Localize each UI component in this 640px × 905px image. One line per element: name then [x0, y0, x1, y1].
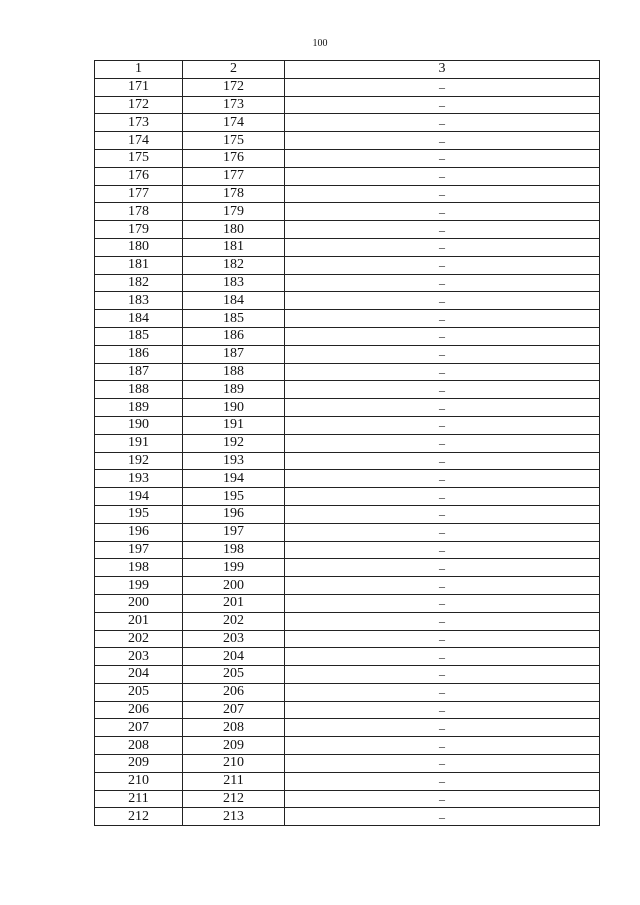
table-cell-col-2: 199: [183, 559, 285, 577]
table-row: [95, 96, 600, 114]
table-cell-col-3: –: [285, 790, 600, 808]
table-row: [95, 577, 600, 595]
table-cell-col-1: 201: [95, 612, 183, 630]
table-cell-col-3: –: [285, 434, 600, 452]
table-row: [95, 274, 600, 292]
table-cell-col-1: 174: [95, 132, 183, 150]
table-cell-col-2: 193: [183, 452, 285, 470]
table-cell-col-3: –: [285, 683, 600, 701]
table-cell-col-3: –: [285, 416, 600, 434]
table-cell-col-1: 181: [95, 256, 183, 274]
table-cell-col-3: –: [285, 185, 600, 203]
table-cell-col-3: –: [285, 541, 600, 559]
table-row: [95, 221, 600, 239]
table-row: [95, 78, 600, 96]
table-cell-col-3: –: [285, 238, 600, 256]
table-cell-col-3: –: [285, 701, 600, 719]
table-cell-col-2: 178: [183, 185, 285, 203]
table-row: [95, 505, 600, 523]
table-cell-col-3: –: [285, 630, 600, 648]
table-row: [95, 488, 600, 506]
table-row: [95, 737, 600, 755]
table-row: [95, 755, 600, 773]
table-row: [95, 292, 600, 310]
table-header-row: [95, 61, 600, 79]
table-cell-col-3: –: [285, 488, 600, 506]
table-cell-col-3: –: [285, 612, 600, 630]
table-cell-col-1: 185: [95, 327, 183, 345]
table-cell-col-1: 188: [95, 381, 183, 399]
table-cell-col-3: –: [285, 310, 600, 328]
table-row: [95, 399, 600, 417]
table-cell-col-1: 189: [95, 399, 183, 417]
table-cell-col-2: 188: [183, 363, 285, 381]
table-cell-col-2: 176: [183, 149, 285, 167]
table-cell-col-1: 178: [95, 203, 183, 221]
table-cell-col-1: 180: [95, 238, 183, 256]
table-cell-col-2: 207: [183, 701, 285, 719]
table-cell-col-2: 190: [183, 399, 285, 417]
table-cell-col-3: –: [285, 149, 600, 167]
table-cell-col-1: 171: [95, 78, 183, 96]
table-cell-col-3: –: [285, 666, 600, 684]
table-row: [95, 132, 600, 150]
table-cell-col-1: 212: [95, 808, 183, 826]
page-number: 100: [312, 38, 328, 49]
table-cell-col-2: 206: [183, 683, 285, 701]
table-cell-col-1: 209: [95, 755, 183, 773]
table-cell-col-3: –: [285, 381, 600, 399]
table-cell-col-1: 196: [95, 523, 183, 541]
table-cell-col-1: 186: [95, 345, 183, 363]
table-cell-col-1: 199: [95, 577, 183, 595]
column-header-2: 2: [183, 61, 285, 79]
table-cell-col-3: –: [285, 327, 600, 345]
table-cell-col-2: 175: [183, 132, 285, 150]
table-row: [95, 630, 600, 648]
table-cell-col-3: –: [285, 363, 600, 381]
table-cell-col-1: 206: [95, 701, 183, 719]
table-cell-col-2: 208: [183, 719, 285, 737]
table-cell-col-3: –: [285, 523, 600, 541]
table-cell-col-1: 184: [95, 310, 183, 328]
table-cell-col-2: 191: [183, 416, 285, 434]
table-cell-col-1: 193: [95, 470, 183, 488]
table-cell-col-2: 202: [183, 612, 285, 630]
data-table: [94, 60, 600, 826]
table-cell-col-2: 192: [183, 434, 285, 452]
table-row: [95, 416, 600, 434]
table-row: [95, 114, 600, 132]
table-row: [95, 719, 600, 737]
table-cell-col-2: 197: [183, 523, 285, 541]
table-cell-col-1: 205: [95, 683, 183, 701]
table-cell-col-3: –: [285, 594, 600, 612]
table-cell-col-2: 211: [183, 772, 285, 790]
table-cell-col-2: 172: [183, 78, 285, 96]
table-cell-col-1: 175: [95, 149, 183, 167]
table-cell-col-3: –: [285, 221, 600, 239]
table-row: [95, 327, 600, 345]
table-row: [95, 559, 600, 577]
table-row: [95, 808, 600, 826]
table-cell-col-1: 197: [95, 541, 183, 559]
table-cell-col-3: –: [285, 470, 600, 488]
table-row: [95, 772, 600, 790]
table-row: [95, 381, 600, 399]
table-cell-col-2: 200: [183, 577, 285, 595]
table-cell-col-1: 198: [95, 559, 183, 577]
table-row: [95, 790, 600, 808]
table-cell-col-3: –: [285, 399, 600, 417]
table-cell-col-2: 181: [183, 238, 285, 256]
table-cell-col-2: 203: [183, 630, 285, 648]
table-cell-col-2: 186: [183, 327, 285, 345]
table-cell-col-1: 200: [95, 594, 183, 612]
table-cell-col-3: –: [285, 772, 600, 790]
table-cell-col-1: 202: [95, 630, 183, 648]
table-cell-col-2: 201: [183, 594, 285, 612]
table-cell-col-1: 173: [95, 114, 183, 132]
table-row: [95, 701, 600, 719]
table-cell-col-3: –: [285, 78, 600, 96]
table-cell-col-2: 179: [183, 203, 285, 221]
table-cell-col-3: –: [285, 114, 600, 132]
table-cell-col-1: 187: [95, 363, 183, 381]
table-cell-col-3: –: [285, 274, 600, 292]
table-cell-col-2: 204: [183, 648, 285, 666]
table-row: [95, 452, 600, 470]
table-cell-col-2: 184: [183, 292, 285, 310]
table-cell-col-1: 183: [95, 292, 183, 310]
table-cell-col-3: –: [285, 452, 600, 470]
table-cell-col-3: –: [285, 203, 600, 221]
table-cell-col-2: 177: [183, 167, 285, 185]
table-row: [95, 363, 600, 381]
table-cell-col-2: 212: [183, 790, 285, 808]
table-cell-col-1: 194: [95, 488, 183, 506]
table-cell-col-2: 183: [183, 274, 285, 292]
table-cell-col-2: 180: [183, 221, 285, 239]
table-cell-col-2: 173: [183, 96, 285, 114]
table-cell-col-3: –: [285, 559, 600, 577]
table-cell-col-1: 208: [95, 737, 183, 755]
table-body: [95, 78, 600, 825]
table-cell-col-1: 179: [95, 221, 183, 239]
column-header-3: 3: [285, 61, 600, 79]
table-cell-col-3: –: [285, 96, 600, 114]
table-cell-col-1: 190: [95, 416, 183, 434]
table-cell-col-2: 187: [183, 345, 285, 363]
table-row: [95, 523, 600, 541]
table-cell-col-1: 203: [95, 648, 183, 666]
table-cell-col-1: 172: [95, 96, 183, 114]
table-row: [95, 256, 600, 274]
table-cell-col-1: 192: [95, 452, 183, 470]
table-row: [95, 167, 600, 185]
table-cell-col-2: 205: [183, 666, 285, 684]
table-cell-col-3: –: [285, 345, 600, 363]
table-cell-col-2: 210: [183, 755, 285, 773]
table-cell-col-2: 185: [183, 310, 285, 328]
table-cell-col-3: –: [285, 292, 600, 310]
table-row: [95, 434, 600, 452]
table-cell-col-2: 174: [183, 114, 285, 132]
table-row: [95, 470, 600, 488]
column-header-1: 1: [95, 61, 183, 79]
table-row: [95, 594, 600, 612]
table-cell-col-1: 207: [95, 719, 183, 737]
table-row: [95, 612, 600, 630]
table-cell-col-3: –: [285, 648, 600, 666]
table-cell-col-2: 195: [183, 488, 285, 506]
table-cell-col-1: 177: [95, 185, 183, 203]
table-row: [95, 666, 600, 684]
table-cell-col-3: –: [285, 505, 600, 523]
table-row: [95, 203, 600, 221]
table-row: [95, 185, 600, 203]
table-cell-col-2: 194: [183, 470, 285, 488]
table-cell-col-3: –: [285, 167, 600, 185]
table-cell-col-3: –: [285, 577, 600, 595]
table-cell-col-2: 213: [183, 808, 285, 826]
table-cell-col-3: –: [285, 256, 600, 274]
table-row: [95, 310, 600, 328]
table-cell-col-2: 182: [183, 256, 285, 274]
table-cell-col-3: –: [285, 737, 600, 755]
table-row: [95, 238, 600, 256]
table-cell-col-2: 209: [183, 737, 285, 755]
table-cell-col-1: 176: [95, 167, 183, 185]
table-cell-col-1: 204: [95, 666, 183, 684]
table-cell-col-2: 189: [183, 381, 285, 399]
table-cell-col-1: 195: [95, 505, 183, 523]
table-row: [95, 541, 600, 559]
table-cell-col-2: 198: [183, 541, 285, 559]
table-cell-col-2: 196: [183, 505, 285, 523]
table-cell-col-3: –: [285, 808, 600, 826]
table-row: [95, 648, 600, 666]
table-cell-col-1: 211: [95, 790, 183, 808]
table-row: [95, 149, 600, 167]
table-cell-col-1: 182: [95, 274, 183, 292]
table-cell-col-3: –: [285, 755, 600, 773]
table-cell-col-3: –: [285, 132, 600, 150]
table-row: [95, 683, 600, 701]
table-cell-col-3: –: [285, 719, 600, 737]
table-row: [95, 345, 600, 363]
table-cell-col-1: 191: [95, 434, 183, 452]
table-cell-col-1: 210: [95, 772, 183, 790]
